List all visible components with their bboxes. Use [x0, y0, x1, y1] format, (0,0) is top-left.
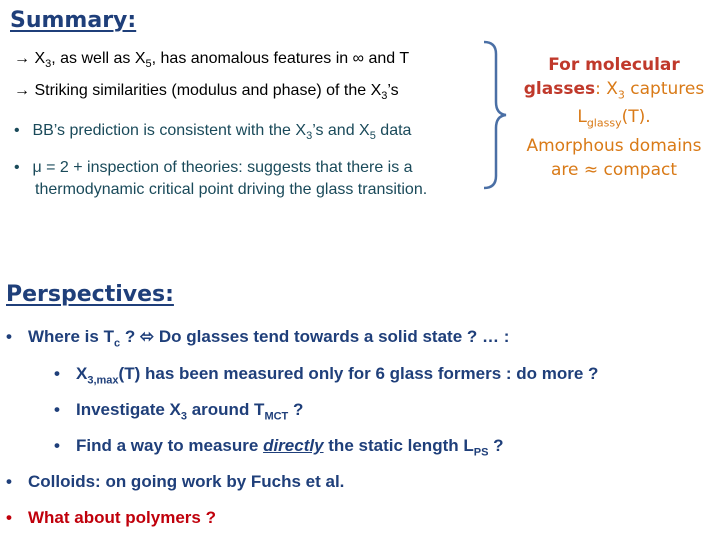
callout-line-1: For molecular — [548, 55, 680, 75]
bullet: • — [54, 436, 60, 455]
molecular-glasses-callout — [512, 54, 716, 182]
bullet: • — [6, 327, 12, 346]
summary-line-3: • BB’s prediction is consistent with the $X_3’s$ and $X_5$ data — [14, 122, 412, 143]
callout-line-3: $L_{glassy}(T)$. — [577, 107, 651, 130]
perspective-item-polymers: • What about polymers ? — [6, 508, 216, 527]
perspective-item-lps: • Find a way to measure directly the static length $L_{PS}$ ? — [54, 436, 504, 459]
summary-title: Summary: — [10, 8, 137, 33]
summary-line-2: → Striking similarities (modulus and phase) of the $X_3’s$ — [14, 82, 399, 103]
summary-line-1: → $X_3$, as well as $X_5$, has anomalous features in ∞ and T — [14, 50, 410, 71]
callout-line-2: glasses: $X_3$ captures — [523, 78, 705, 101]
callout-line-4: Amorphous domains — [526, 136, 702, 157]
bullet: • — [54, 364, 60, 383]
summary-line-4: • μ = 2 + inspection of theories: suggests that there is a — [14, 159, 413, 176]
perspective-item-x3-mct: • Investigate $X_3$ around $T_{MCT}$ ? — [54, 400, 304, 423]
summary-line-5: thermodynamic critical point driving the glass transition. — [35, 181, 428, 198]
callout-line-5: are ≈ compact — [550, 159, 678, 180]
perspective-item-colloids: • Colloids: on going work by Fuchs et al. — [6, 472, 345, 491]
bullet: • — [14, 159, 20, 176]
curly-bracket — [482, 40, 508, 190]
perspective-item-tc: • Where is $T_c$ ? ⬄ Do glasses tend towards a solid state ? … : — [6, 327, 510, 350]
perspectives-title: Perspectives: — [6, 282, 174, 307]
perspective-item-x3max: • $X_{3,max}(T)$ has been measured only for 6 glass formers : do more ? — [54, 364, 599, 387]
emphasis-directly: directly — [263, 436, 324, 455]
infinity-symbol: ∞ — [352, 50, 365, 67]
bullet: • — [6, 472, 12, 491]
bullet: • — [6, 508, 12, 527]
bullet: • — [54, 400, 60, 419]
bullet: • — [14, 122, 20, 139]
